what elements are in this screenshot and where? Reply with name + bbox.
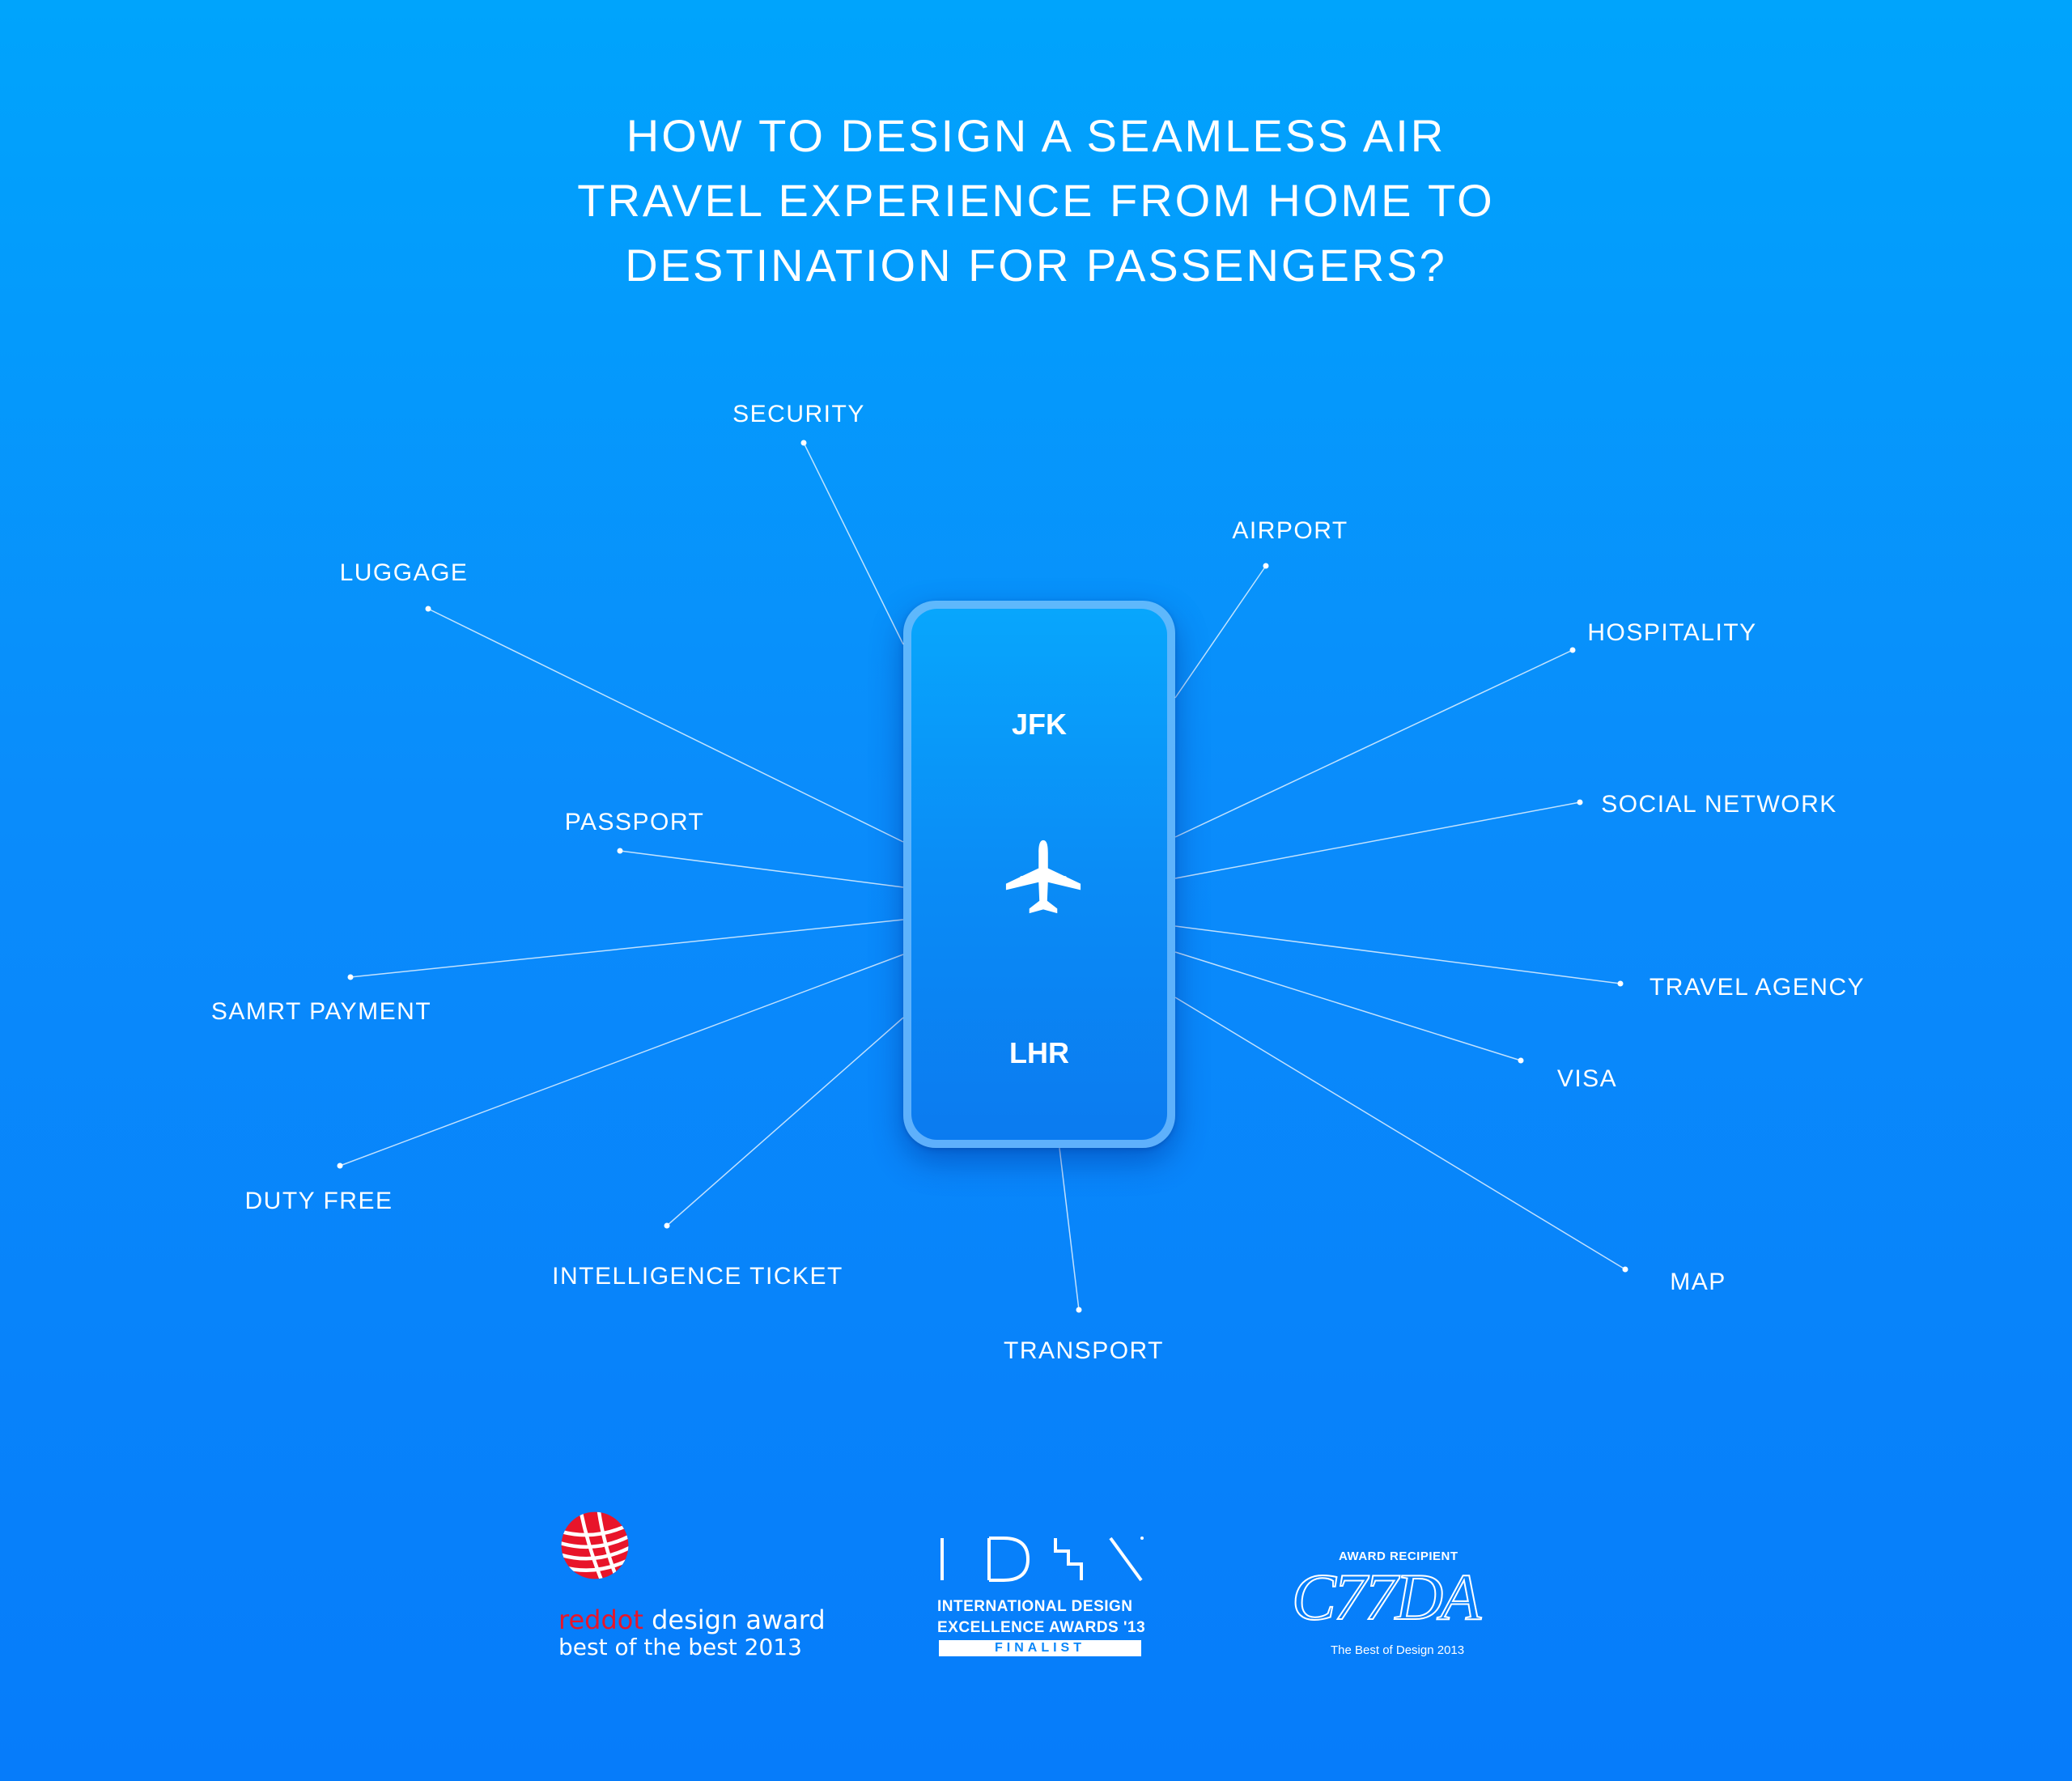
- connector-intelligence-ticket: [667, 1018, 903, 1226]
- reddot-logo-icon: [558, 1509, 631, 1582]
- connector-hospitality: [1175, 650, 1573, 837]
- label-smart-payment: SAMRT PAYMENT: [210, 998, 432, 1025]
- connector-luggage: [428, 609, 903, 842]
- phone-mockup: [903, 601, 1175, 1148]
- label-transport: TRANSPORT: [1004, 1337, 1164, 1364]
- title-line-3: DESTINATION FOR PASSENGERS?: [625, 240, 1447, 291]
- dot-passport: [618, 848, 623, 854]
- label-security: SECURITY: [732, 401, 865, 427]
- dot-travel-agency: [1618, 981, 1624, 987]
- connector-duty-free: [340, 954, 903, 1166]
- c77da-subtitle: The Best of Design 2013: [1331, 1643, 1465, 1657]
- label-luggage: LUGGAGE: [339, 559, 469, 586]
- label-passport: PASSPORT: [564, 809, 705, 835]
- label-travel-agency: TRAVEL AGENCY: [1649, 974, 1866, 1001]
- dot-social-network: [1577, 800, 1583, 805]
- connector-passport: [620, 851, 903, 887]
- origin-airport-code: JFK: [1011, 708, 1067, 741]
- title-line-2: TRAVEL EXPERIENCE FROM HOME TO: [577, 175, 1495, 226]
- reddot-rest: design award: [643, 1605, 826, 1635]
- dot-luggage: [426, 606, 431, 612]
- dot-map: [1623, 1267, 1628, 1273]
- reddot-award-name: [558, 1605, 826, 1635]
- dot-transport: [1076, 1307, 1082, 1313]
- connector-smart-payment: [350, 920, 903, 977]
- destination-airport-code: LHR: [1009, 1036, 1069, 1069]
- connector-travel-agency: [1175, 926, 1620, 984]
- dot-intelligence-ticket: [664, 1223, 670, 1229]
- label-social-network: SOCIAL NETWORK: [1601, 791, 1837, 818]
- label-intelligence-ticket: INTELLIGENCE TICKET: [552, 1263, 843, 1290]
- label-hospitality: HOSPITALITY: [1587, 619, 1757, 646]
- title-line-1: HOW TO DESIGN A SEAMLESS AIR: [626, 110, 1446, 161]
- idea-award-line-1: INTERNATIONAL DESIGN: [937, 1598, 1133, 1615]
- connector-airport: [1175, 566, 1266, 698]
- connector-visa: [1175, 952, 1521, 1061]
- label-airport: AIRPORT: [1232, 517, 1348, 544]
- reddot-red-word: red: [558, 1605, 601, 1635]
- phone-screen: [911, 609, 1167, 1140]
- connector-transport: [1059, 1148, 1079, 1310]
- label-map: MAP: [1670, 1269, 1726, 1295]
- idea-logo-icon: [937, 1535, 1144, 1583]
- dot-airport: [1263, 563, 1269, 569]
- dot-duty-free: [338, 1163, 343, 1169]
- c77da-logo: C77DA: [1292, 1560, 1479, 1634]
- idea-award-line-2: EXCELLENCE AWARDS '13: [937, 1619, 1146, 1636]
- dot-smart-payment: [348, 975, 354, 980]
- dot-visa: [1518, 1058, 1524, 1064]
- label-duty-free: DUTY FREE: [244, 1188, 393, 1214]
- reddot-award-subtitle: best of the best 2013: [558, 1634, 802, 1660]
- connector-map: [1175, 997, 1625, 1269]
- dot-security: [801, 440, 807, 446]
- reddot-dot-word: dot: [601, 1605, 643, 1635]
- dot-hospitality: [1570, 648, 1576, 653]
- label-visa: VISA: [1556, 1065, 1618, 1092]
- idea-finalist-badge: FINALIST: [939, 1640, 1141, 1656]
- connector-security: [804, 443, 903, 644]
- airplane-icon: [1004, 839, 1082, 916]
- connector-social-network: [1175, 802, 1580, 878]
- c77da-award-recipient: AWARD RECIPIENT: [1339, 1549, 1458, 1563]
